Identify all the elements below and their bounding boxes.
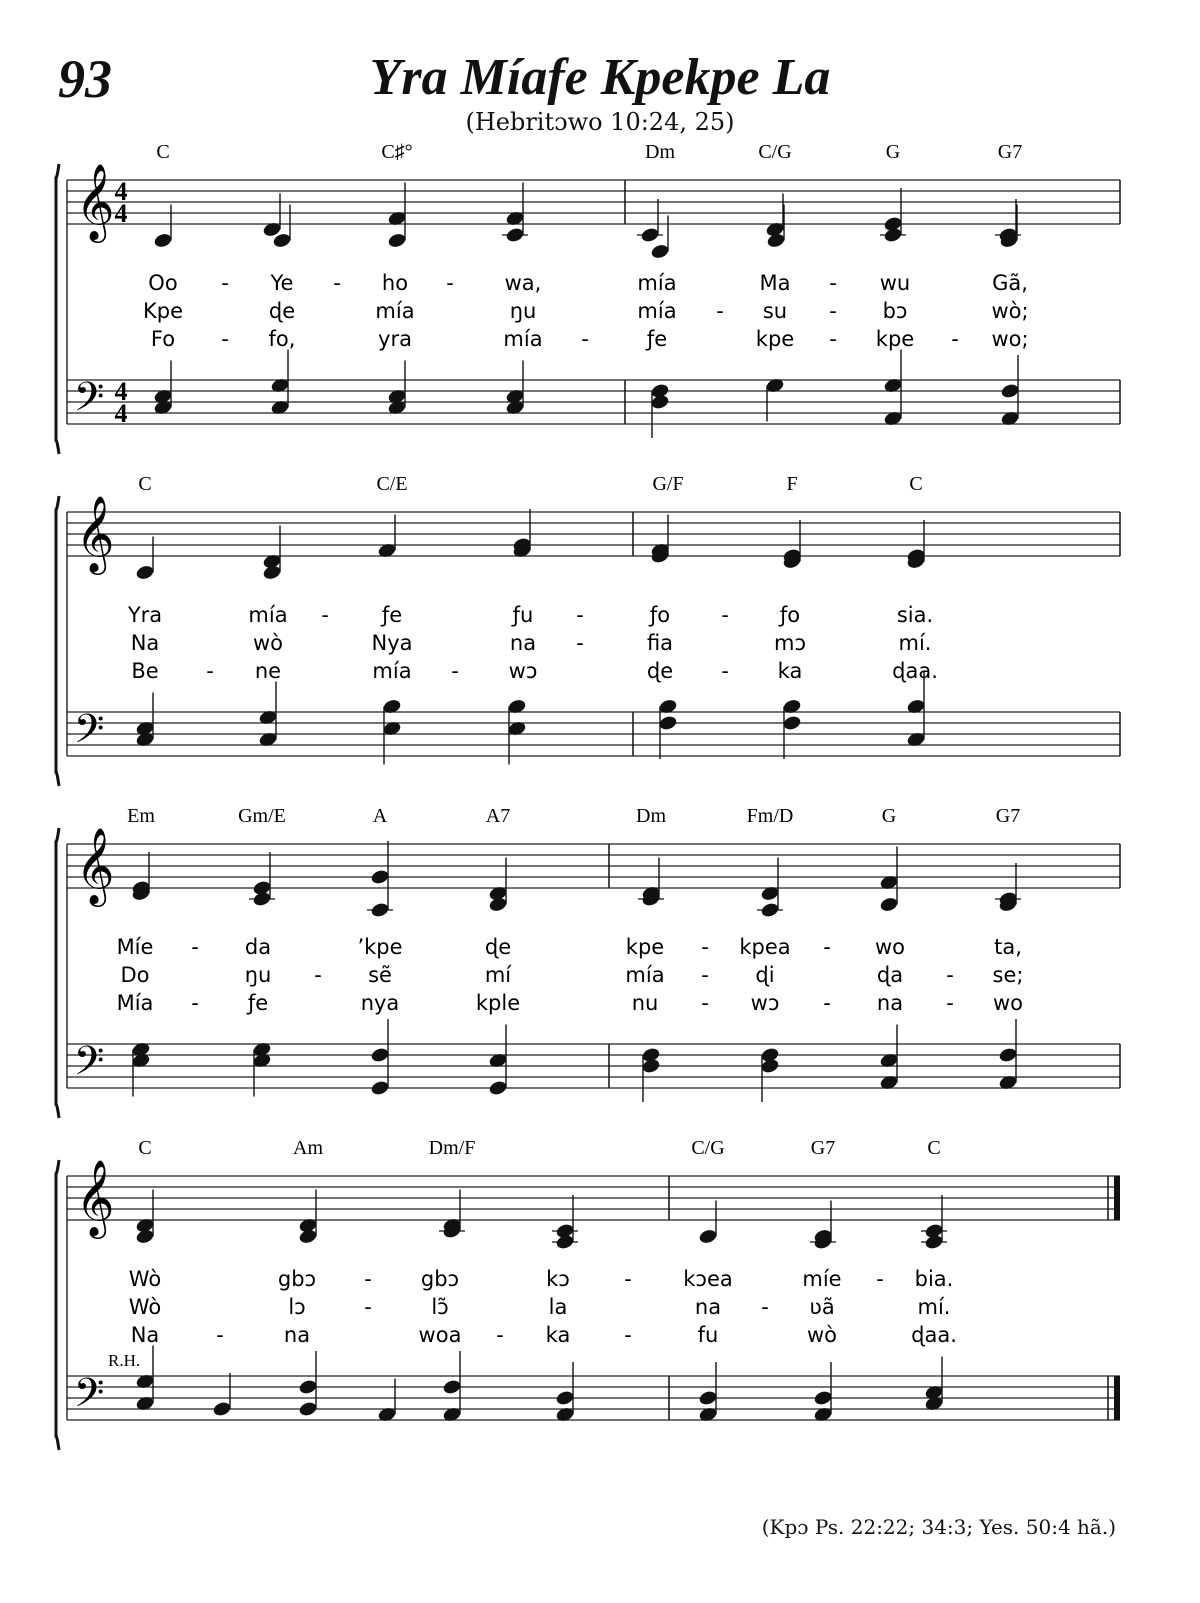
scripture-reference: (Hebritɔwo 10:24, 25) (465, 108, 735, 136)
final-barline (1114, 1176, 1120, 1220)
lyric-syllable: mía (503, 327, 543, 351)
lyric-syllable: ɖe (646, 659, 674, 683)
lyric-syllable: fia (646, 631, 674, 655)
treble-clef-icon: 𝄞 (75, 495, 115, 572)
lyric-syllable: mía (372, 659, 412, 683)
lyric-syllable: se; (992, 963, 1024, 987)
lyric-syllable: mía (248, 603, 288, 627)
lyric-syllable: gbɔ (277, 1267, 317, 1291)
lyric-syllable: kple (475, 991, 521, 1015)
hyphen: - (191, 935, 199, 959)
lyric-syllable: la (548, 1295, 568, 1319)
treble-note (698, 1228, 718, 1245)
treble-note (370, 868, 390, 885)
lyric-syllable: woa (418, 1323, 462, 1347)
hyphen: - (221, 271, 229, 295)
hymn-number: 93 (58, 49, 112, 109)
bass-note (650, 393, 670, 410)
bass-note (782, 714, 802, 731)
lyric-syllable: wɔ (508, 659, 538, 683)
chord-symbol: Em (127, 805, 155, 827)
lyric-syllable: sia. (896, 603, 934, 627)
lyric-syllable: ɖa (876, 963, 904, 987)
lyric-syllable: ŋu (244, 963, 272, 987)
lyric-syllable: ɖe (268, 299, 296, 323)
lyric-syllable: bia. (914, 1267, 954, 1291)
hyphen: - (364, 1295, 372, 1319)
lyric-syllable: yra (378, 327, 412, 351)
chord-symbol: C (927, 1137, 941, 1159)
chord-symbol: G (881, 805, 897, 827)
chord-symbol: C (909, 473, 923, 495)
hyphen: - (576, 603, 584, 627)
lyric-syllable: ne (254, 659, 282, 683)
lyric-syllable: Yra (127, 603, 163, 627)
lyric-syllable: wo; (991, 327, 1029, 351)
bass-clef-icon: 𝄢 (73, 706, 105, 762)
bass-note (298, 1378, 318, 1395)
bass-note (658, 714, 678, 731)
hyphen: - (829, 327, 837, 351)
lyric-syllable: ɖe (484, 935, 512, 959)
chord-symbol: C/E (376, 473, 408, 495)
lyric-syllable: ta, (994, 935, 1022, 959)
lyric-syllable: Nya (371, 631, 413, 655)
lyric-syllable: na (876, 991, 904, 1015)
lyric-syllable: Ye (270, 271, 294, 295)
lyric-syllable: Ma (759, 271, 791, 295)
bass-clef-icon: 𝄢 (73, 1038, 105, 1094)
lyric-syllable: sẽ (368, 963, 392, 987)
lyric-syllable: wò; (991, 299, 1029, 323)
treble-clef-icon: 𝄞 (75, 827, 115, 904)
treble-clef-icon: 𝄞 (75, 163, 115, 240)
lyric-syllable: ɖaa. (911, 1323, 957, 1347)
lyric-syllable: ka (545, 1323, 571, 1347)
system-4 (56, 1160, 1120, 1450)
hyphen: - (216, 1323, 224, 1347)
bass-note (212, 1400, 232, 1417)
system-bracket (56, 828, 59, 1118)
treble-note (650, 243, 670, 260)
lyric-syllable: nu (631, 991, 659, 1015)
system-bracket (56, 1160, 59, 1450)
lyric-syllable: ʋã (809, 1295, 835, 1319)
chord-symbol: Dm (645, 141, 675, 163)
lyric-syllable: Wò (128, 1267, 162, 1291)
hyphen: - (701, 935, 709, 959)
chord-symbol: C♯° (381, 141, 413, 163)
lyric-syllable: Fo (150, 327, 176, 351)
chord-symbol: G7 (997, 141, 1023, 163)
lyric-syllable: ƒo (779, 603, 801, 627)
hyphen: - (496, 1323, 504, 1347)
bass-note (442, 1378, 462, 1395)
lyric-syllable: ƒe (381, 603, 403, 627)
chord-symbol: A (372, 805, 388, 827)
treble-note (387, 232, 407, 249)
hyphen: - (823, 991, 831, 1015)
treble-note (488, 896, 508, 913)
lyric-syllable: wò (806, 1323, 838, 1347)
lyric-syllable: kɔ (546, 1267, 570, 1291)
chord-symbol: Dm/F (428, 1137, 476, 1159)
hyphen: - (829, 271, 837, 295)
lyric-syllable: ’kpe (357, 935, 403, 959)
hyphen: - (364, 1267, 372, 1291)
lyric-syllable: ka (777, 659, 803, 683)
lyric-syllable: kpe (875, 327, 915, 351)
lyric-syllable: wò (252, 631, 284, 655)
time-signature: 4 (114, 399, 128, 428)
lyric-syllable: kpe (625, 935, 665, 959)
bass-note (298, 1400, 318, 1417)
bass-note (555, 1389, 575, 1406)
lyric-syllable: ho (381, 271, 409, 295)
system-bracket (56, 496, 59, 786)
cross-reference: (Kpɔ Ps. 22:22; 34:3; Yes. 50:4 hã.) (761, 1515, 1116, 1539)
lyric-syllable: mí (484, 963, 512, 987)
chord-symbol: C/G (758, 141, 792, 163)
chord-symbol: Fm/D (746, 805, 794, 827)
lyric-syllable: gbɔ (420, 1267, 460, 1291)
lyric-syllable: fo, (268, 327, 296, 351)
bass-note (488, 1079, 508, 1096)
lyric-syllable: Do (120, 963, 150, 987)
treble-note (298, 1228, 318, 1245)
hyphen: - (721, 659, 729, 683)
system-2 (56, 496, 1120, 786)
lyric-syllable: mía (375, 299, 415, 323)
lyric-syllable: wu (879, 271, 911, 295)
lyric-syllable: ɖi (755, 963, 775, 987)
lyric-syllable: mía (637, 271, 677, 295)
chord-symbol: F (786, 473, 798, 495)
chord-symbol: Dm (636, 805, 666, 827)
bass-note (370, 1046, 390, 1063)
chord-symbol: G (885, 141, 901, 163)
lyric-syllable: Míe (116, 935, 154, 959)
treble-note (153, 232, 173, 249)
lyric-syllable: Be (131, 659, 159, 683)
treble-note (135, 564, 155, 581)
lyric-syllable: Na (130, 1323, 160, 1347)
lyric-syllable: ƒe (646, 327, 668, 351)
hyphen: - (946, 963, 954, 987)
lyric-syllable: kpe (755, 327, 795, 351)
bass-clef-icon: 𝄢 (73, 374, 105, 430)
hyphen: - (333, 271, 341, 295)
lyric-syllable: na (283, 1323, 311, 1347)
lyric-syllable: wa, (504, 271, 542, 295)
lyric-syllable: lɔ̃ (431, 1295, 449, 1319)
lyric-syllable: na (509, 631, 537, 655)
lyric-syllable: ƒu (512, 603, 534, 627)
lyric-syllable: mí. (917, 1295, 951, 1319)
treble-note (135, 1228, 155, 1245)
hyphen: - (946, 991, 954, 1015)
treble-note (879, 896, 899, 913)
lyric-syllable: mɔ (774, 631, 806, 655)
treble-note (262, 564, 282, 581)
bass-note (760, 1057, 780, 1074)
chord-symbol: C (138, 473, 152, 495)
bass-note (698, 1389, 718, 1406)
chord-symbol: Am (293, 1137, 323, 1159)
lyric-syllable: Wò (128, 1295, 162, 1319)
hyphen: - (191, 991, 199, 1015)
bass-note (370, 1079, 390, 1096)
bass-note (641, 1057, 661, 1074)
hyphen: - (716, 299, 724, 323)
hyphen: - (321, 603, 329, 627)
lyric-syllable: ƒo (649, 603, 671, 627)
lyric-syllable: míe (802, 1267, 842, 1291)
lyric-syllable: kɔea (683, 1267, 733, 1291)
lyric-syllable: na (694, 1295, 722, 1319)
treble-clef-icon: 𝄞 (75, 1159, 115, 1236)
chord-symbol: C/G (691, 1137, 725, 1159)
chord-symbol: G7 (995, 805, 1021, 827)
lyric-syllable: Mía (116, 991, 154, 1015)
chord-symbol: G7 (810, 1137, 836, 1159)
hyphen: - (581, 327, 589, 351)
lyric-syllable: wo (874, 935, 906, 959)
lyric-syllable: da (244, 935, 272, 959)
lyric-syllable: mía (637, 299, 677, 323)
lyric-syllable: ƒe (247, 991, 269, 1015)
lyric-syllable: nya (360, 991, 400, 1015)
bass-clef-icon: 𝄢 (73, 1370, 105, 1426)
lyric-syllable: Kpe (142, 299, 184, 323)
lyric-syllable: lɔ (288, 1295, 306, 1319)
lyric-syllable: kpea (739, 935, 791, 959)
lyric-syllable: Gã, (992, 271, 1028, 295)
hyphen: - (206, 659, 214, 683)
lyric-syllable: wo (992, 991, 1024, 1015)
hymn-title: Yra Míafe Kpekpe La (369, 49, 831, 106)
bass-note (998, 1046, 1018, 1063)
hyphen: - (451, 659, 459, 683)
lyric-syllable: Oo (148, 271, 178, 295)
hyphen: - (721, 603, 729, 627)
time-signature: 4 (114, 177, 128, 206)
final-barline (1114, 1376, 1120, 1420)
system-1 (56, 164, 1120, 454)
time-signature: 4 (114, 199, 128, 228)
hyphen: - (624, 1267, 632, 1291)
chord-symbol: C (156, 141, 170, 163)
time-signature: 4 (114, 377, 128, 406)
hyphen: - (701, 991, 709, 1015)
lyric-syllable: fu (697, 1323, 719, 1347)
lyric-syllable: ŋu (509, 299, 537, 323)
system-bracket (56, 164, 59, 454)
lyric-syllable: bɔ (882, 299, 908, 323)
hyphen: - (446, 271, 454, 295)
hyphen: - (624, 1323, 632, 1347)
lyric-syllable: su (762, 299, 788, 323)
system-3 (56, 828, 1120, 1118)
right-hand-marking: R.H. (108, 1351, 141, 1370)
bass-note (1000, 382, 1020, 399)
hyphen: - (701, 963, 709, 987)
chord-symbol: A7 (485, 805, 511, 827)
hyphen: - (823, 935, 831, 959)
lyric-syllable: mía (625, 963, 665, 987)
hyphen: - (829, 299, 837, 323)
lyric-syllable: mí. (898, 631, 932, 655)
hyphen: - (576, 631, 584, 655)
hyphen: - (876, 1267, 884, 1291)
lyric-syllable: ɖaa. (892, 659, 938, 683)
chord-symbol: G/F (652, 473, 684, 495)
chord-symbol: Gm/E (238, 805, 286, 827)
hyphen: - (314, 963, 322, 987)
bass-note (813, 1389, 833, 1406)
lyric-syllable: wɔ (750, 991, 780, 1015)
hyphen: - (951, 327, 959, 351)
hyphen: - (221, 327, 229, 351)
chord-symbol: C (138, 1137, 152, 1159)
hyphen: - (761, 1295, 769, 1319)
lyric-syllable: Na (130, 631, 160, 655)
